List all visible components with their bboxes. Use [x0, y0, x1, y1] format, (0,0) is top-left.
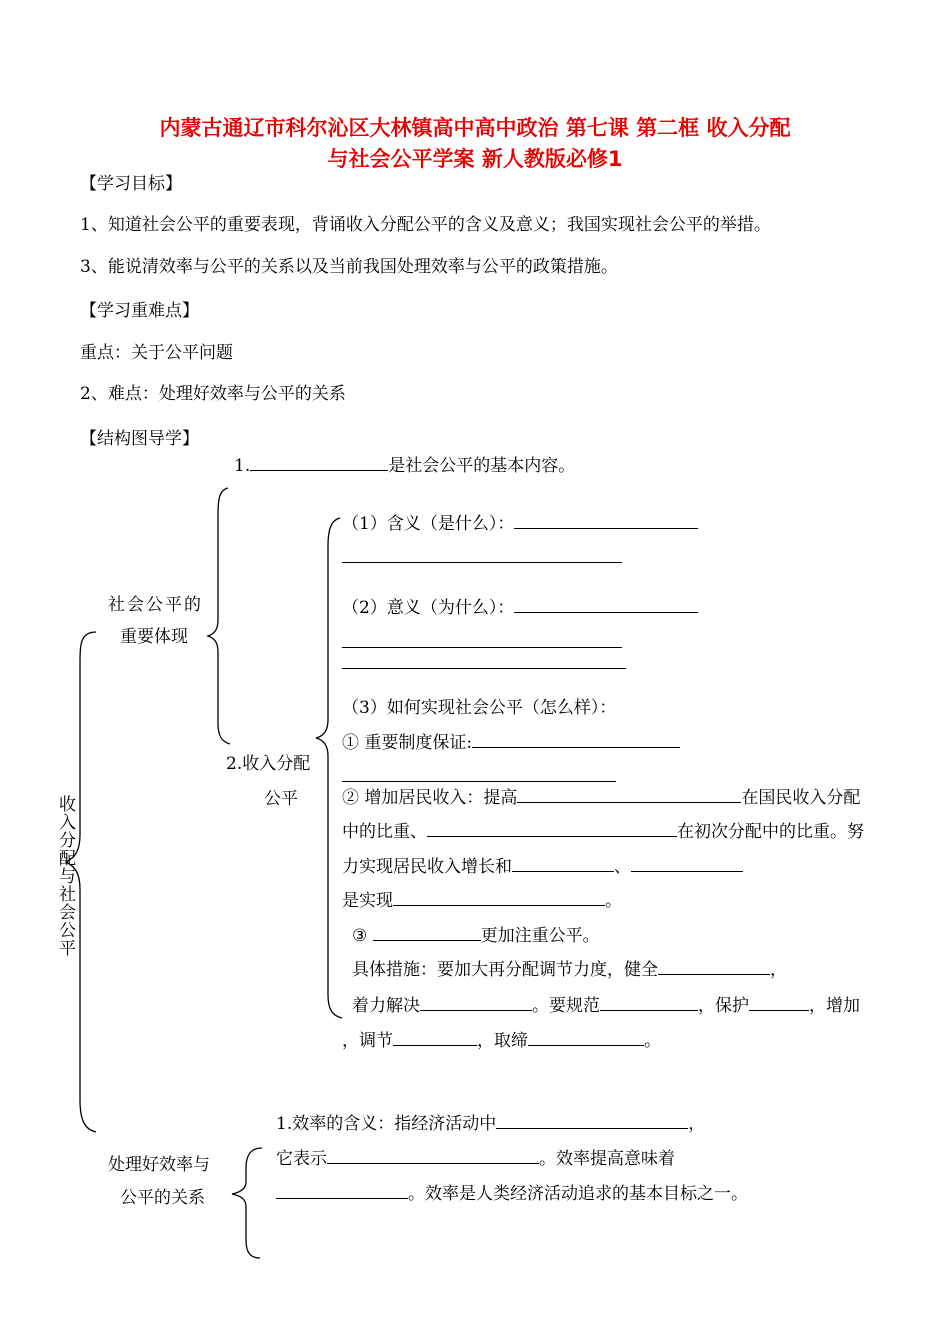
branch2-brace	[232, 1148, 262, 1258]
step2-line3	[342, 855, 743, 878]
blank-q1[interactable]	[514, 512, 698, 529]
s2h: 。	[605, 891, 622, 911]
efficiency-line3	[276, 1182, 748, 1205]
branch1-brace	[208, 488, 230, 744]
blank-s2e[interactable]	[393, 889, 605, 906]
doc-title-line2: 与社会公平学案 新人教版必修1	[327, 147, 623, 171]
blank-s3[interactable]	[373, 924, 481, 941]
blank-q2-line3[interactable]	[342, 668, 626, 669]
measures-line3	[342, 1029, 661, 1052]
m8: 。	[644, 1031, 661, 1051]
blank-1[interactable]	[250, 454, 388, 471]
blank-m5[interactable]	[393, 1029, 477, 1046]
blank-m3[interactable]	[600, 994, 698, 1011]
blank-e3[interactable]	[276, 1182, 408, 1199]
blank-s1-line2[interactable]	[342, 781, 616, 782]
m4: ，保护	[698, 996, 749, 1016]
measures-line2	[352, 994, 860, 1017]
m2: 着力解决	[352, 996, 420, 1016]
blank-e1[interactable]	[496, 1112, 688, 1129]
s2a: ② 增加居民收入：提高	[342, 788, 518, 808]
q2	[342, 596, 698, 619]
branch1-label-b: 重要体现	[120, 627, 188, 647]
item2-brace	[316, 518, 342, 1018]
m1: 具体措施：要加大再分配调节力度，健全	[352, 960, 658, 980]
blank-q1-line2[interactable]	[342, 562, 622, 563]
root-label: 收入分配与社会公平	[55, 795, 75, 957]
s2c: 中的比重、	[342, 822, 427, 842]
q1-text: （1）含义（是什么）：	[342, 514, 515, 534]
m5: ，增加	[809, 996, 860, 1016]
blank-s2a[interactable]	[517, 786, 741, 803]
goal-3: 3、能说清效率与公平的关系以及当前我国处理效率与公平的政策措施。	[80, 257, 618, 277]
structure-header: 【结构图导学】	[80, 429, 199, 449]
difficulty-header: 【学习重难点】	[80, 301, 199, 321]
step3	[352, 924, 600, 947]
e1b: ，	[688, 1114, 706, 1134]
blank-q2-line2[interactable]	[342, 647, 622, 648]
step2-line4	[342, 889, 622, 912]
blank-m6[interactable]	[528, 1029, 644, 1046]
s3a: ③	[352, 926, 368, 946]
item1-tail: 是社会公平的基本内容。	[388, 456, 576, 476]
s3b: 更加注重公平。	[480, 926, 600, 946]
branch2-label: 处理好效率与	[108, 1155, 210, 1175]
m1b: ，	[770, 960, 787, 980]
goals-header: 【学习目标】	[80, 174, 182, 194]
item2-label-b: 公平	[264, 789, 298, 809]
m6: ，调节	[342, 1031, 393, 1051]
blank-s2d[interactable]	[631, 855, 743, 872]
branch1-label: 社会公平的	[108, 595, 203, 615]
blank-s1[interactable]	[472, 731, 680, 748]
step1-text: ① 重要制度保证:	[342, 733, 473, 753]
m7: ，取缔	[477, 1031, 528, 1051]
s2b: 在国民收入分配	[741, 788, 861, 808]
item1	[234, 454, 575, 477]
q3: （3）如何实现社会公平（怎么样）：	[342, 698, 617, 718]
step2-line1	[342, 786, 860, 809]
blank-e2[interactable]	[327, 1147, 539, 1164]
e4: 。效率是人类经济活动追求的基本目标之一。	[408, 1184, 748, 1204]
m3: 。要规范	[532, 996, 600, 1016]
efficiency-line1	[276, 1112, 705, 1135]
s2f: 、	[614, 857, 631, 877]
q2-text: （2）意义（为什么）：	[342, 598, 515, 618]
step2-line2	[342, 820, 864, 843]
item2-label: 2.收入分配	[226, 754, 311, 774]
blank-s2b[interactable]	[427, 820, 677, 837]
q1	[342, 512, 698, 535]
s2d: 在初次分配中的比重。努	[677, 822, 864, 842]
blank-m1[interactable]	[658, 958, 770, 975]
s2e: 力实现居民收入增长和	[342, 857, 512, 877]
efficiency-line2	[276, 1147, 675, 1170]
difficult-point: 2、难点：处理好效率与公平的关系	[80, 384, 346, 404]
e2: 它表示	[276, 1149, 327, 1169]
measures-line1	[352, 958, 787, 981]
s2g: 是实现	[342, 891, 393, 911]
branch2-label-b: 公平的关系	[120, 1188, 205, 1208]
blank-m2[interactable]	[420, 994, 532, 1011]
doc-title-line1: 内蒙古通辽市科尔沁区大林镇高中高中政治 第七课 第二框 收入分配	[159, 116, 791, 140]
step1	[342, 731, 680, 754]
blank-m4[interactable]	[749, 994, 809, 1011]
e1: 1.效率的含义：指经济活动中	[276, 1114, 497, 1134]
goal-1: 1、知道社会公平的重要表现，背诵收入分配公平的含义及意义；我国实现社会公平的举措。	[80, 215, 771, 235]
item1-num: 1.	[234, 456, 251, 476]
blank-s2c[interactable]	[512, 855, 614, 872]
key-point: 重点：关于公平问题	[80, 343, 233, 363]
e3: 。效率提高意味着	[539, 1149, 675, 1169]
blank-q2[interactable]	[514, 596, 698, 613]
